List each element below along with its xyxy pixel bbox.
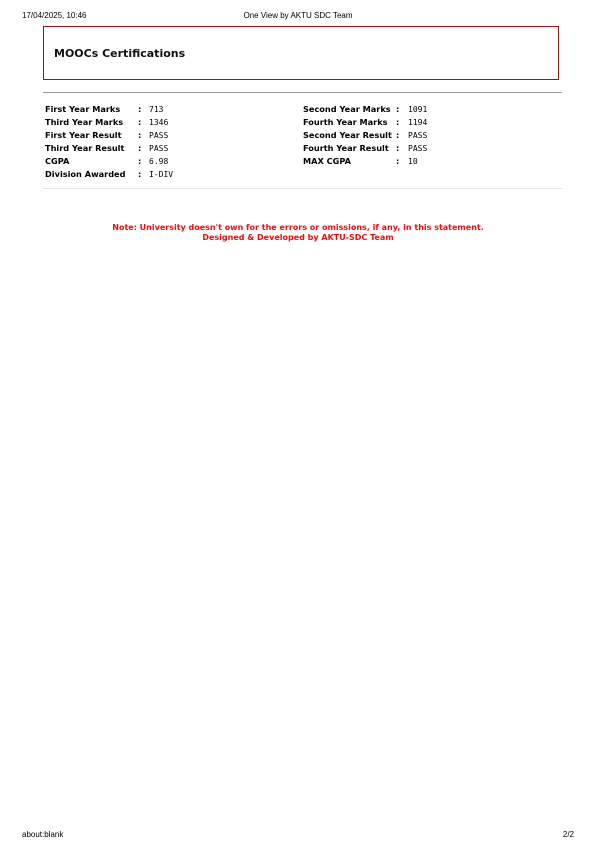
credits-text: Designed & Developed by AKTU-SDC Team (202, 233, 394, 242)
division-awarded-value: I-DIV (149, 170, 174, 179)
first-year-marks-value: 713 (149, 105, 164, 114)
summary-row (45, 155, 561, 168)
result-summary (45, 103, 561, 181)
third-year-marks-value: 1346 (149, 118, 169, 127)
separator: : (138, 169, 142, 179)
second-year-marks-label: Second Year Marks (303, 104, 391, 114)
second-year-result-label: Second Year Result (303, 130, 392, 140)
cgpa-value: 6.98 (149, 157, 169, 166)
first-year-result-value: PASS (149, 131, 169, 140)
separator: : (396, 156, 400, 166)
third-year-result-label: Third Year Result (45, 143, 125, 153)
third-year-result-value: PASS (149, 144, 169, 153)
fourth-year-result-label: Fourth Year Result (303, 143, 389, 153)
third-year-marks-label: Third Year Marks (45, 117, 124, 127)
print-header (22, 11, 574, 23)
fourth-year-marks-value: 1194 (408, 118, 428, 127)
fourth-year-result-value: PASS (408, 144, 428, 153)
disclaimer-note (0, 223, 596, 243)
separator: : (138, 130, 142, 140)
separator: : (396, 104, 400, 114)
summary-top-divider (43, 92, 562, 93)
mooc-certifications-heading: MOOCs Certifications (54, 47, 186, 60)
separator: : (138, 104, 142, 114)
cgpa-label: CGPA (45, 156, 70, 166)
separator: : (396, 130, 400, 140)
max-cgpa-value: 10 (408, 157, 418, 166)
summary-bottom-divider (43, 188, 562, 189)
summary-row (45, 103, 561, 116)
summary-row (45, 142, 561, 155)
summary-row (45, 168, 561, 181)
separator: : (138, 117, 142, 127)
separator: : (396, 143, 400, 153)
separator: : (396, 117, 400, 127)
print-page-title: One View by AKTU SDC Team (243, 11, 353, 20)
first-year-marks-label: First Year Marks (45, 104, 121, 114)
mooc-certifications-panel (43, 26, 559, 80)
separator: : (138, 156, 142, 166)
fourth-year-marks-label: Fourth Year Marks (303, 117, 388, 127)
second-year-result-value: PASS (408, 131, 428, 140)
print-footer (22, 830, 574, 842)
second-year-marks-value: 1091 (408, 105, 428, 114)
max-cgpa-label: MAX CGPA (303, 156, 351, 166)
summary-row (45, 116, 561, 129)
separator: : (138, 143, 142, 153)
print-url: about:blank (22, 830, 64, 839)
first-year-result-label: First Year Result (45, 130, 122, 140)
division-awarded-label: Division Awarded (45, 169, 126, 179)
summary-row (45, 129, 561, 142)
page-number: 2/2 (562, 830, 574, 839)
print-date: 17/04/2025, 10:46 (22, 11, 87, 20)
disclaimer-text: Note: University doesn't own for the errors or omissions, if any, in this statement. (112, 223, 484, 232)
